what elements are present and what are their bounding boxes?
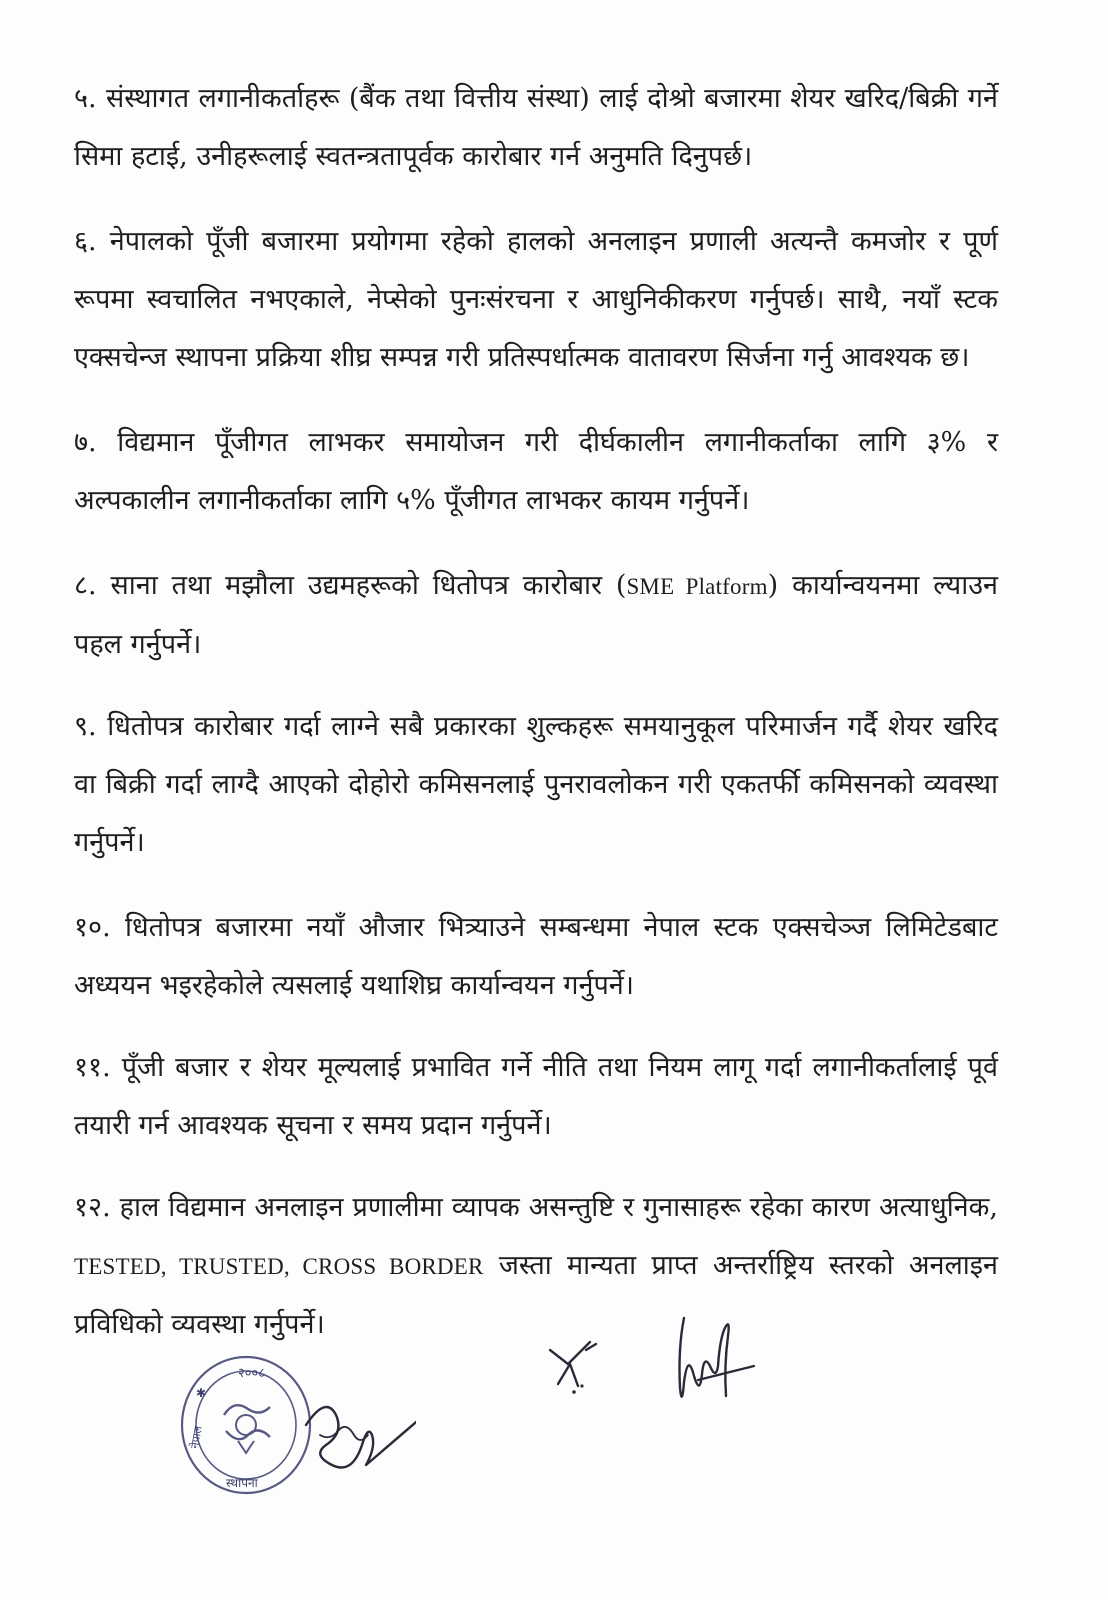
paragraph-7-text: ७. विद्यमान पूँजीगत लाभकर समायोजन गरी दीर्घकालीन लगानीकर्ताका लागि ३% र अल्पकालीन लगानीकर्ताका लागि ५% पूँजीगत लाभकर कायम गर्नुपर्ने।: [74, 427, 998, 516]
paragraph-7: [74, 414, 998, 530]
signature-3: [648, 1310, 758, 1420]
paragraph-12-text-b: जस्ता मान्यता प्राप्त अन्तर्राष्ट्रिय स्तरको अनलाइन प्रविधिको व्यवस्था गर्नुपर्ने।: [74, 1250, 999, 1340]
seal-star-icon: ✱: [196, 1386, 207, 1400]
paragraph-8-text-b: ) कार्यान्वयनमा ल्याउन पहल गर्नुपर्ने।: [74, 570, 998, 660]
seal-bottom-text: स्थापना: [226, 1476, 258, 1490]
paragraph-9: [74, 698, 998, 872]
paragraph-6: [74, 213, 998, 387]
seal-inner-ring: [196, 1371, 296, 1479]
document-body: [74, 70, 998, 1378]
seal-emblem-stroke-1: [224, 1405, 270, 1415]
paragraph-8-text-a: ८. साना तथा मझौला उद्यमहरूको धितोपत्र कारोबार (: [74, 570, 627, 601]
official-seal: [176, 1353, 316, 1498]
paragraph-6-text: ६. नेपालको पूँजी बजारमा प्रयोगमा रहेको हालको अनलाइन प्रणाली अत्यन्तै कमजोर र पूर्ण रूपमा स्वचालित नभएकाले, नेप्सेको पुनःसंरचना र आधुनिकीकरण गर्नुपर्छ। साथै, नयाँ स्टक एक्सचेन्ज स्थापना प्रक्रिया शीघ्र सम्पन्न गरी प्रतिस्पर्धात्मक वातावरण सिर्जना गर्नु आवश्यक छ।: [74, 226, 998, 373]
paragraph-5-text: ५. संस्थागत लगानीकर्ताहरू (बैंक तथा वित्तीय संस्था) लाई दोश्रो बजारमा शेयर खरिद/बिक्री गर्ने सिमा हटाई, उनीहरूलाई स्वतन्त्रतापूर्वक कारोबार गर्न अनुमति दिनुपर्छ।: [74, 83, 998, 172]
paragraph-12: [74, 1179, 998, 1354]
signature-1: [296, 1365, 416, 1485]
seal-number: २००८: [238, 1366, 266, 1381]
paragraph-11-text: ११. पूँजी बजार र शेयर मूल्यलाई प्रभावित गर्ने नीति तथा नियम लागू गर्दा लगानीकर्तालाई पूर्व तयारी गर्न आवश्यक सूचना र समय प्रदान गर्नुपर्ने।: [74, 1052, 998, 1141]
seal-emblem-base: [238, 1441, 254, 1453]
seal-emblem-center: [236, 1415, 256, 1435]
paragraph-12-text-a: १२. हाल विद्यमान अनलाइन प्रणालीमा व्यापक असन्तुष्टि र गुनासाहरू रहेका कारण अत्याधुनिक,: [74, 1192, 998, 1223]
signature-2: [540, 1330, 610, 1410]
paragraph-8: [74, 557, 998, 674]
paragraph-12-latin: TESTED, TRUSTED, CROSS BORDER: [74, 1254, 484, 1279]
paragraph-11: [74, 1039, 998, 1155]
paragraph-9-text: ९. धितोपत्र कारोबार गर्दा लाग्ने सबै प्रकारका शुल्कहरू समयानुकूल परिमार्जन गर्दै शेयर खरिद वा बिक्री गर्दा लाग्दै आएको दोहोरो कमिसनलाई पुनरावलोकन गरी एकतर्फी कमिसनको व्यवस्था गर्नुपर्ने।: [74, 711, 998, 858]
paragraph-8-latin: SME Platform: [626, 574, 768, 599]
paragraph-5: [74, 70, 998, 186]
paragraph-10: [74, 899, 998, 1015]
seal-left-text: नेपाल: [188, 1424, 205, 1450]
paragraph-10-text: १०. धितोपत्र बजारमा नयाँ औजार भित्र्याउने सम्बन्धमा नेपाल स्टक एक्सचेञ्ज लिमिटेडबाट अध्ययन भइरहेकोले त्यसलाई यथाशिघ्र कार्यान्वयन गर्नुपर्ने।: [74, 912, 998, 1001]
